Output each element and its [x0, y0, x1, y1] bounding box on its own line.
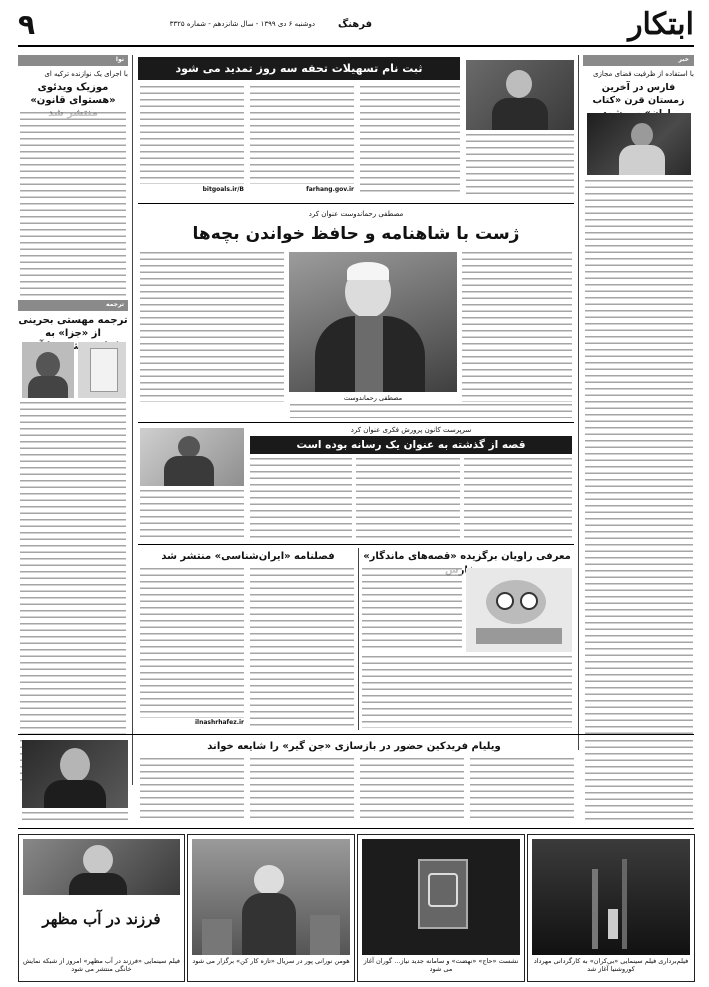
feature-text-left: [140, 252, 284, 402]
top-story-text-col3: [250, 86, 354, 184]
story4-illustration: [466, 568, 572, 652]
feature-photo: [289, 252, 457, 392]
section-label: فرهنگ: [337, 19, 373, 30]
bottom-strip-rule: [18, 828, 694, 829]
story6-text3: [250, 758, 354, 820]
left-tag2-label: ترجمه: [106, 301, 124, 308]
left-tag-label: نوا: [115, 56, 124, 63]
story3-kicker: سرپرست کانون پرورش فکری عنوان کرد: [350, 426, 472, 434]
bottom-card-4-caption: فیلم سینمایی «فرزند در آب مظهر» امروز از شبکه نمایش خانگی منتشر می شود: [22, 957, 181, 973]
right-photo: [587, 113, 691, 175]
left-column-rule: [132, 55, 133, 785]
right-column-rule: [578, 55, 579, 750]
right-headline: فارس در آخرین زمستان قرن «کتاب: [592, 82, 685, 106]
story6-text1: [470, 758, 574, 820]
story6-text5: [22, 812, 128, 824]
bottom-card-4-photo: [23, 839, 180, 895]
story6-text-right: [585, 740, 693, 824]
bottom-card-3: [187, 834, 355, 982]
story5-rule: [358, 548, 359, 730]
story5-source: ilnashrhafez.ir: [194, 719, 244, 726]
bottom-card-3-photo: [192, 839, 350, 955]
left-headline2: ترجمه مهستی بحرینی از «جزا» به: [18, 315, 128, 339]
story5-headline: فصلنامه «ایران‌شناسی» منتشر شد: [161, 551, 335, 562]
left-body-text2: [20, 402, 126, 784]
right-body-text: [585, 180, 693, 735]
story6-top-rule: [18, 734, 694, 735]
left-photo-book: [78, 342, 126, 398]
left-kicker: با اجرای یک نوازنده ترکیه ای: [44, 70, 128, 78]
top-story-source2: farhang.gov.ir: [306, 186, 354, 193]
top-story-text-col1: [466, 134, 574, 194]
feature-kicker: مصطفی رحماندوست عنوان کرد: [308, 210, 404, 218]
bottom-card-1-caption: فیلم‌برداری فیلم سینمایی «بی‌کران» به کارگردانی مهرداد کوروشنیا آغاز شد: [533, 957, 689, 973]
story3-text4: [140, 490, 244, 540]
left-body-text: [20, 112, 126, 298]
right-tag-label: خبر: [678, 56, 689, 63]
story5-text1: [250, 568, 354, 728]
story3-text3: [250, 458, 352, 540]
story3-text2: [356, 458, 460, 540]
feature-text-bottom: [290, 404, 572, 418]
bottom-card-4: [18, 834, 185, 982]
bottom-card-2: [357, 834, 525, 982]
story3-headline: قصه از گذشته به عنوان یک رسانه بوده است: [250, 436, 572, 454]
story6-text2: [360, 758, 464, 820]
page-number: ۹: [18, 8, 36, 41]
right-kicker: با استفاده از ظرفیت فضای مجازی: [593, 70, 694, 78]
bottom-card-2-photo: [362, 839, 520, 955]
masthead-rule: [18, 45, 694, 47]
bottom-card-4-logo: فرزند در آب مظهر: [42, 910, 161, 928]
story6-photo: [22, 740, 128, 808]
feature-text-right: [462, 252, 572, 402]
story4-text1: [362, 568, 462, 652]
top-story-headline: ثبت نام تسهیلات تحفه سه روز تمدید می شود: [138, 57, 460, 80]
feature-headline: ژست با شاهنامه و حافظ خواندن بچه‌ها: [192, 224, 520, 244]
bottom-card-2-caption: نشست «حاج» «نهضت» و سامانه جدید نیاز... گوران آغاز می شود: [363, 957, 519, 973]
feature-photo-caption: مصطفی رحماندوست: [343, 394, 403, 402]
top-story-source1: bitgoals.ir/B: [202, 186, 244, 193]
bottom-card-3-caption: هومن نورانی پور در سریال «تازه کار کن» برگزار می شود: [192, 957, 350, 965]
top-story-photo: [466, 60, 574, 130]
story3-rule: [138, 544, 574, 545]
issue-info: دوشنبه ۶ دی ۱۳۹۹ - سال شانزدهم - شماره ۳۳۲۵: [169, 20, 315, 28]
story3-photo: [140, 428, 244, 486]
top-story-text-col4: [140, 86, 244, 184]
top-story-rule: [138, 203, 574, 204]
story4-text2: [362, 656, 572, 728]
left-headline: موزیک ویدئوی «هستوای قانون»: [30, 82, 116, 106]
story6-headline: ویلیام فریدکین حضور در بازسازی «جن گیر» را شایعه خواند: [207, 741, 501, 752]
story4-headline: معرفی راویان برگزیده «قصه‌های ماندگار»: [363, 551, 571, 562]
bottom-card-1-photo: [532, 839, 690, 955]
newspaper-logo: ابتکار: [628, 7, 694, 42]
story6-text4: [140, 758, 244, 820]
left-photo-portrait: [22, 342, 74, 398]
top-story-text-col2: [360, 86, 460, 194]
story3-text1: [464, 458, 572, 540]
bottom-card-1: [527, 834, 695, 982]
story5-text2: [140, 568, 244, 718]
feature-rule: [138, 422, 574, 423]
